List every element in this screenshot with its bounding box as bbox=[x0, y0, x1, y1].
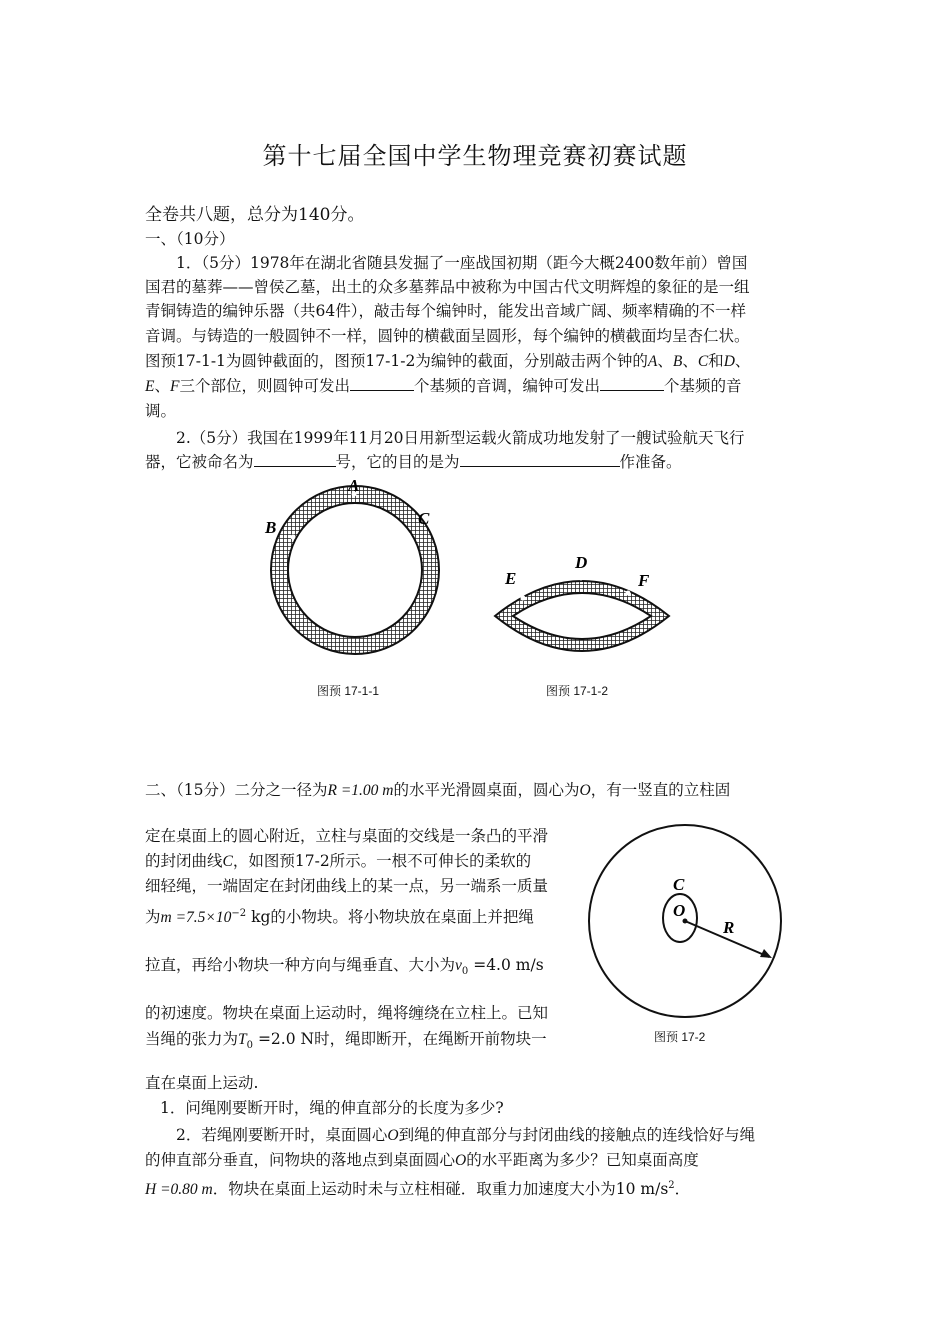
point-B-marker bbox=[291, 535, 296, 540]
figure-round-table bbox=[583, 820, 788, 1025]
q1-line-1: 1．（5分）1978年在湖北省随县发掘了一座战国初期（距今大概2400数年前）曾国 bbox=[176, 254, 748, 272]
point-F-marker bbox=[626, 591, 631, 596]
R-expression: R =1.00 m bbox=[327, 782, 394, 799]
fig1-label-A: A bbox=[348, 476, 360, 495]
point-D-marker bbox=[579, 576, 584, 581]
subquestion-2-line-2: 的伸直部分垂直，问物块的落地点到桌面圆心O的水平距离为多少？已知桌面高度 bbox=[145, 1151, 699, 1169]
subquestion-1: 1．问绳刚要断开时，绳的伸直部分的长度为多少? bbox=[160, 1099, 504, 1117]
g-value: 10 m/s bbox=[615, 1180, 669, 1199]
answer-blank-chime-bell[interactable] bbox=[600, 374, 664, 391]
fig2-label-D: D bbox=[575, 553, 588, 572]
O-symbol: O bbox=[579, 782, 591, 799]
fig1-label-B: B bbox=[265, 518, 277, 537]
H-expression: H =0.80 m bbox=[145, 1181, 213, 1199]
C-symbol: C bbox=[222, 853, 233, 870]
answer-blank-purpose[interactable] bbox=[460, 450, 620, 467]
label-D: D bbox=[723, 353, 735, 370]
label-F: F bbox=[169, 378, 180, 395]
section-2-line-1: 二、（15分）二分之一径为R =1.00 m的水平光滑圆桌面，圆心为O，有一竖直的立柱固 bbox=[145, 781, 731, 799]
section-2-line-8: 当绳的张力为$T_0 =2.0$ N时，绳即断开，在绳断开前物块一 bbox=[145, 1030, 547, 1052]
answer-blank-spacecraft-name[interactable] bbox=[254, 450, 336, 467]
fig2-caption: 图预 17-1-2 bbox=[546, 684, 609, 698]
q1-line-4: 音调。与铸造的一般圆钟不一样，圆钟的横截面呈圆形，每个编钟的横截面均呈杏仁状。 bbox=[145, 327, 750, 345]
section-2-line-2: 定在桌面上的圆心附近，立柱与桌面的交线是一条凸的平滑 bbox=[145, 827, 549, 845]
label-B: B bbox=[672, 353, 683, 370]
q2-line-1: 2.（5分）我国在1999年11月20日用新型运载火箭成功地发射了一艘试验航天飞行 bbox=[176, 429, 745, 447]
T0-symbol: T bbox=[238, 1031, 247, 1048]
fig2-label-F: F bbox=[638, 571, 650, 590]
q1-line-2: 国君的墓葬——曾侯乙墓，出土的众多墓葬品中被称为中国古代文明辉煌的象征的是一组 bbox=[145, 278, 750, 296]
figure-round-bell bbox=[255, 470, 455, 670]
q1-line-7: 调。 bbox=[145, 402, 177, 420]
section-2-line-7: 的初速度。物块在桌面上运动时，绳将缠绕在立柱上。已知 bbox=[145, 1004, 549, 1022]
fig3-label-C: C bbox=[673, 875, 685, 894]
subquestion-2-line-3: H =0.80 m．物块在桌面上运动时未与立柱相碰．取重力加速度大小为10 $m/s^2$． bbox=[145, 1180, 691, 1199]
label-A: A bbox=[647, 353, 658, 370]
intro-text: 全卷共八题，总分为140分。 bbox=[145, 205, 365, 225]
fig3-caption: 图预 17-2 bbox=[654, 1030, 706, 1044]
figure-chime-bell bbox=[487, 548, 677, 668]
fig1-label-C: C bbox=[418, 509, 430, 528]
point-C-marker bbox=[406, 533, 411, 538]
q1-line-6: E、F三个部位，则圆钟可发出 个基频的音调，编钟可发出 个基频的音 bbox=[145, 374, 742, 399]
section-2-line-5: 为$m =7.5\times 10^{-2}$ kg的小物块。将小物块放在桌面上并把绳 bbox=[145, 908, 534, 927]
q2-line-2: 器，它被命名为 号，它的目的是为 作准备。 bbox=[145, 450, 682, 474]
section-1-heading: 一、（10分） bbox=[145, 230, 235, 248]
fig1-caption: 图预 17-1-1 bbox=[317, 684, 380, 698]
answer-blank-round-bell[interactable] bbox=[350, 374, 414, 391]
label-E: E bbox=[145, 378, 155, 395]
fig2-label-E: E bbox=[505, 569, 517, 588]
subquestion-2-line-1: 2．若绳刚要断开时，桌面圆心O到绳的伸直部分与封闭曲线的接触点的连线恰好与绳 bbox=[176, 1126, 756, 1144]
section-2-line-9: 直在桌面上运动. bbox=[145, 1074, 259, 1092]
section-2-line-4: 细轻绳，一端固定在封闭曲线上的某一点，另一端系一质量 bbox=[145, 877, 549, 895]
arrow-head bbox=[760, 949, 772, 958]
page-title: 第十七届全国中学生物理竞赛初赛试题 bbox=[262, 142, 688, 170]
point-E-marker bbox=[521, 596, 526, 601]
m-expression: m =7.5×10 bbox=[160, 909, 232, 927]
section-2-line-3: 的封闭曲线C，如图预17-2所示。一根不可伸长的柔软的 bbox=[145, 852, 532, 870]
fig3-label-O: O bbox=[673, 901, 686, 920]
q1-line-3: 青铜铸造的编钟乐器（共64件），敲击每个编钟时，能发出音域广阔、频率精确的不一样 bbox=[145, 302, 746, 320]
section-2-line-6: 拉直，再给小物块一种方向与绳垂直、大小为$v_0 =4.0$ m/s bbox=[145, 956, 544, 978]
fig3-label-R: R bbox=[723, 918, 735, 937]
v0-symbol: v bbox=[455, 957, 462, 974]
label-C: C bbox=[697, 353, 709, 370]
q1-line-5: 图预17-1-1为圆钟截面的，图预17-1-2为编钟的截面，分别敲击两个钟的A、B、C和D、 bbox=[145, 352, 751, 370]
